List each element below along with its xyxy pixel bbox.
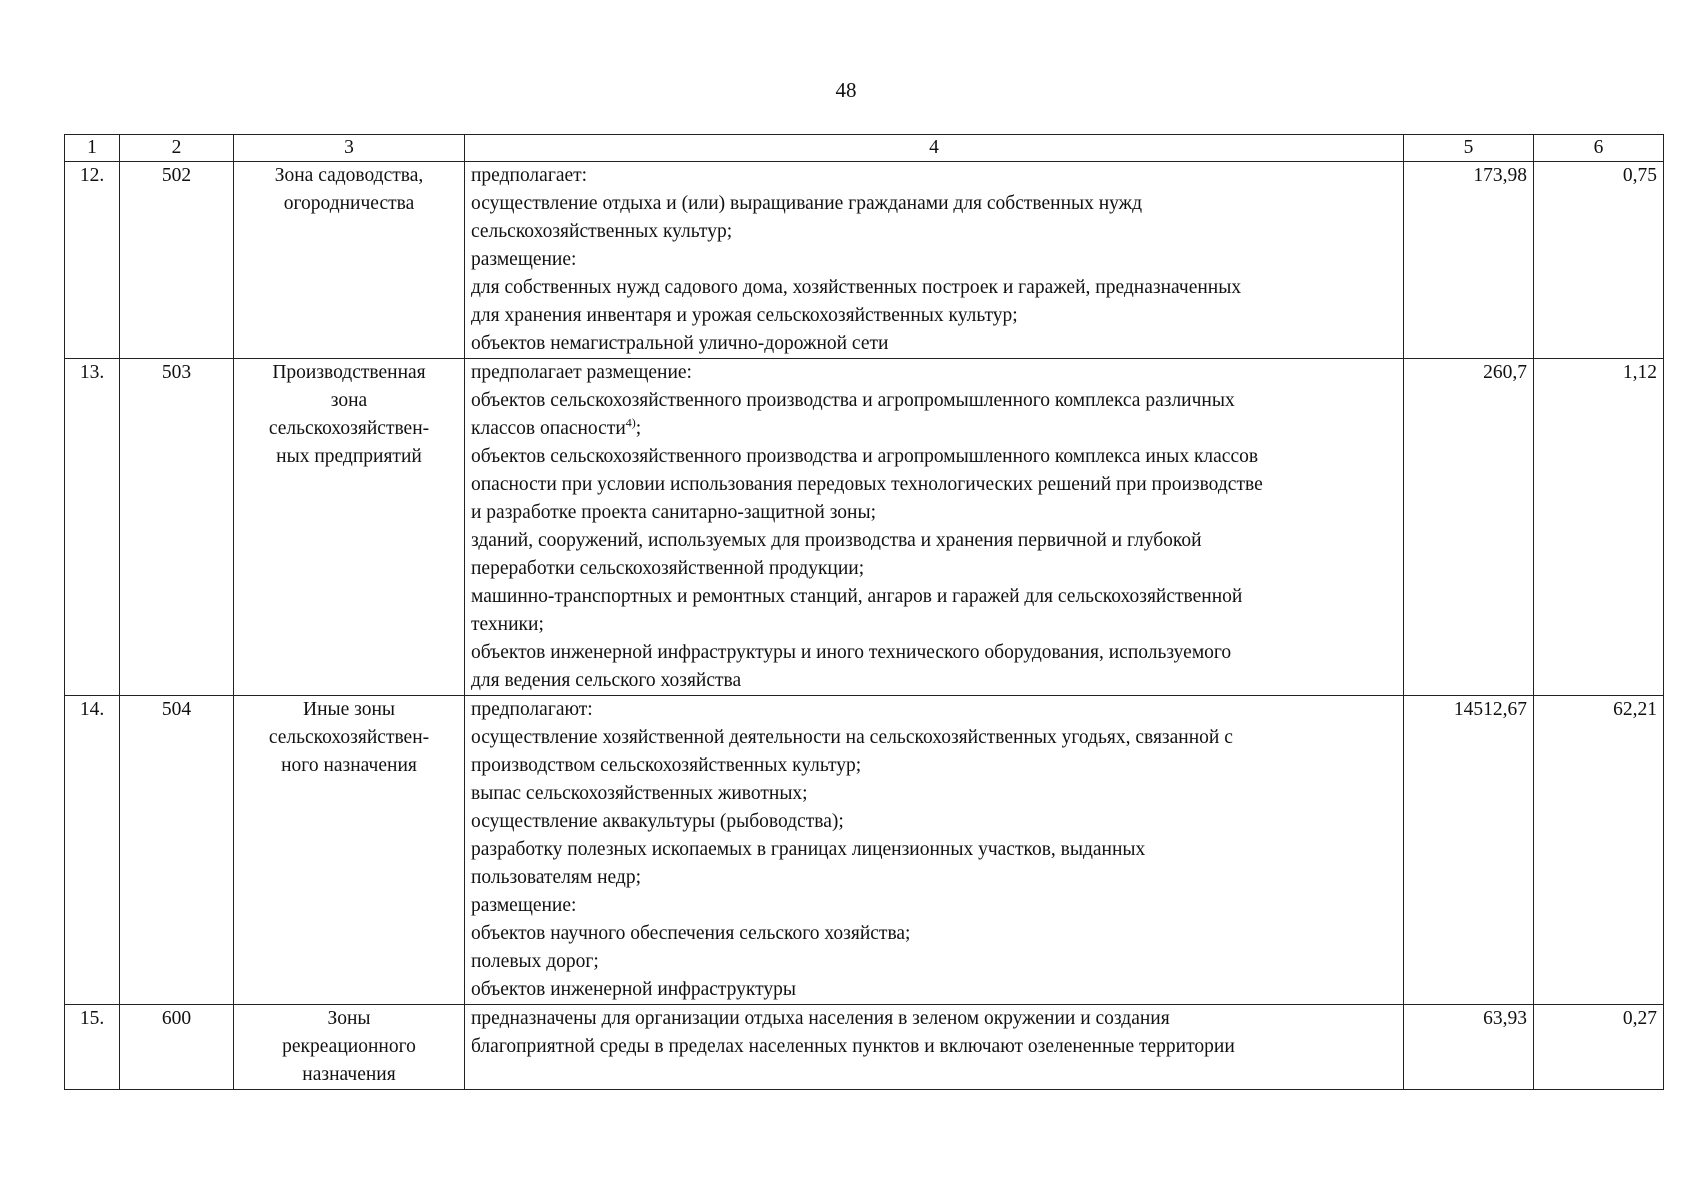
description-line: осуществление хозяйственной деятельности на сельскохозяйственных угодьях, связанной с <box>471 727 1233 748</box>
row-number: 14. <box>65 696 120 1005</box>
table-header-row <box>65 135 1664 162</box>
zone-description <box>465 696 1404 1005</box>
description-line: предполагает: <box>471 165 588 186</box>
description-line: для ведения сельского хозяйства <box>471 670 742 691</box>
zone-description <box>465 359 1404 696</box>
description-line: размещение: <box>471 249 577 270</box>
description-line: объектов научного обеспечения сельского хозяйства; <box>471 923 911 944</box>
description-line: сельскохозяйственных культур; <box>471 221 733 242</box>
zone-name <box>234 696 465 1005</box>
zone-area: 14512,67 <box>1404 696 1534 1005</box>
zone-name-line: Зона садоводства, <box>274 165 424 186</box>
zone-code: 504 <box>120 696 234 1005</box>
zone-name-line: зона <box>330 390 368 411</box>
description-line: объектов сельскохозяйственного производства и агропромышленного комплекса различных <box>471 390 1235 411</box>
description-line: предполагает размещение: <box>471 362 692 383</box>
zone-percent: 0,75 <box>1534 162 1664 359</box>
footnote-reference: 4) <box>625 415 636 430</box>
zone-percent: 1,12 <box>1534 359 1664 696</box>
zone-name-line: рекреационного <box>282 1036 416 1057</box>
header-col-3: 3 <box>234 135 465 162</box>
description-line: зданий, сооружений, используемых для производства и хранения первичной и глубокой <box>471 530 1202 551</box>
description-line: осуществление аквакультуры (рыбоводства); <box>471 811 844 832</box>
zones-table <box>64 134 1664 1090</box>
description-line: объектов инженерной инфраструктуры <box>471 979 796 1000</box>
description-line: полевых дорог; <box>471 951 599 972</box>
header-col-5: 5 <box>1404 135 1534 162</box>
description-line: пользователям недр; <box>471 867 642 888</box>
zone-name-line: сельскохозяйствен- <box>268 727 430 748</box>
description-line: выпас сельскохозяйственных животных; <box>471 783 808 804</box>
description-line: благоприятной среды в пределах населенных пунктов и включают озелененные территории <box>471 1036 1235 1057</box>
zone-code: 600 <box>120 1005 234 1090</box>
header-col-1: 1 <box>65 135 120 162</box>
description-line: для хранения инвентаря и урожая сельскохозяйственных культур; <box>471 305 1018 326</box>
zone-name-line: Производственная <box>272 362 426 383</box>
description-line: предназначены для организации отдыха населения в зеленом окружении и создания <box>471 1008 1170 1029</box>
description-punctuation: ; <box>635 418 642 439</box>
header-col-2: 2 <box>120 135 234 162</box>
zone-description <box>465 1005 1404 1090</box>
zone-code: 503 <box>120 359 234 696</box>
zone-percent: 62,21 <box>1534 696 1664 1005</box>
description-line: объектов сельскохозяйственного производства и агропромышленного комплекса иных классов <box>471 446 1259 467</box>
table-row <box>65 696 1664 1005</box>
description-line: производством сельскохозяйственных культур; <box>471 755 862 776</box>
zone-name-line: Иные зоны <box>302 699 396 720</box>
description-line: для собственных нужд садового дома, хозяйственных построек и гаражей, предназначенных <box>471 277 1242 298</box>
description-line: опасности при условии использования передовых технологических решений при производстве <box>471 474 1263 495</box>
zone-name-line: назначения <box>302 1064 396 1085</box>
zone-area: 260,7 <box>1404 359 1534 696</box>
description-line: и разработке проекта санитарно-защитной зоны; <box>471 502 876 523</box>
zone-name-line: сельскохозяйствен- <box>268 418 430 439</box>
description-line: машинно-транспортных и ремонтных станций, ангаров и гаражей для сельскохозяйственной <box>471 586 1243 607</box>
zone-name-line: огородничества <box>283 193 415 214</box>
row-number: 15. <box>65 1005 120 1090</box>
description-text: классов опасности <box>471 418 626 439</box>
description-line: объектов инженерной инфраструктуры и иного технического оборудования, используемого <box>471 642 1232 663</box>
description-line: размещение: <box>471 895 577 916</box>
description-line: техники; <box>471 614 544 635</box>
zone-name <box>234 1005 465 1090</box>
table-row <box>65 359 1664 696</box>
description-line: переработки сельскохозяйственной продукции; <box>471 558 865 579</box>
page-number: 48 <box>835 78 857 102</box>
description-line-with-footnote <box>471 415 1397 443</box>
header-col-4: 4 <box>465 135 1404 162</box>
zone-name <box>234 162 465 359</box>
description-line: предполагают: <box>471 699 593 720</box>
row-number: 12. <box>65 162 120 359</box>
zone-name-line: ного назначения <box>281 755 417 776</box>
zone-code: 502 <box>120 162 234 359</box>
zone-description <box>465 162 1404 359</box>
table-row <box>65 1005 1664 1090</box>
zone-name-line: Зоны <box>327 1008 371 1029</box>
zone-percent: 0,27 <box>1534 1005 1664 1090</box>
description-line: разработку полезных ископаемых в границах лицензионных участков, выданных <box>471 839 1146 860</box>
table-row <box>65 162 1664 359</box>
zone-area: 63,93 <box>1404 1005 1534 1090</box>
row-number: 13. <box>65 359 120 696</box>
zone-area: 173,98 <box>1404 162 1534 359</box>
description-line: осуществление отдыха и (или) выращивание гражданами для собственных нужд <box>471 193 1143 214</box>
header-col-6: 6 <box>1534 135 1664 162</box>
description-line: объектов немагистральной улично-дорожной сети <box>471 333 889 354</box>
zone-name <box>234 359 465 696</box>
zone-name-line: ных предприятий <box>276 446 422 467</box>
